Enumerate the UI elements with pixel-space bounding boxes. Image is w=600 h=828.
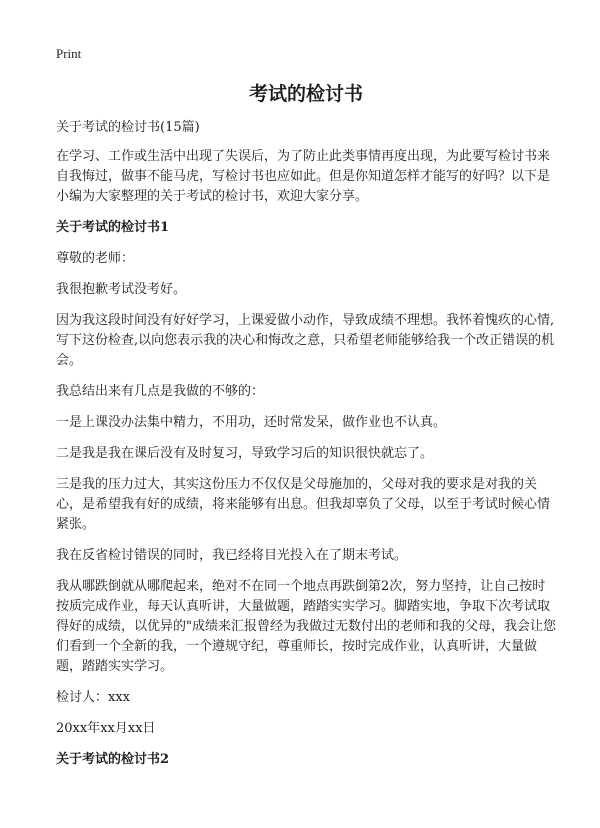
greeting: 尊敬的老师： xyxy=(56,251,135,266)
intro-paragraph: 在学习、工作或生活中出现了失误后，为了防止此类事情再度出现，为此要写检讨书来自我悔过，做事不能马虎，写检讨书也应如此。但是你知道怎样才能写的好吗？以下是小编为大家整理的关于考试的检讨书，欢迎大家分享。 xyxy=(56,149,551,204)
article-body xyxy=(56,118,556,781)
paragraph-point-2: 二是我是我在课后没有及时复习，导致学习后的知识很快就忘了。 xyxy=(56,446,434,461)
signature: 检讨人：xxx xyxy=(56,690,130,705)
paragraph-point-1: 一是上课没办法集中精力，不用功，还时常发呆，做作业也不认真。 xyxy=(56,415,447,430)
paragraph-point-3: 三是我的压力过大，其实这份压力不仅仅是父母施加的，父母对我的要求是对我的关心，是希望我有好的成绩，将来能够有出息。但我却辜负了父母，以至于考试时候心情紧张。 xyxy=(56,477,551,532)
paragraph-reason: 因为我这段时间没有好好学习，上课爱做小动作，导致成绩不理想。我怀着愧疚的心情,写下这份检查,以向您表示我的决心和悔改之意，只希望老师能够给我一个改正错误的机会。 xyxy=(56,313,555,368)
print-link[interactable]: Print xyxy=(56,46,82,61)
section-heading-2: 关于考试的检讨书2 xyxy=(56,752,170,767)
page-title: 考试的检讨书 xyxy=(248,83,363,105)
section-heading-1: 关于考试的检讨书1 xyxy=(56,220,170,235)
paragraph-summary: 我总结出来有几点是我做的不够的： xyxy=(56,384,265,399)
date: 20xx年xx月xx日 xyxy=(56,721,156,736)
paragraph-resolution: 我从哪跌倒就从哪爬起来，绝对不在同一个地点再跌倒第2次，努力坚持，让自己按时按质完成作业，每天认真听讲，大量做题，踏踏实实学习。脚踏实地，争取下次考试取得好的成绩，以优异的"成绩来汇报曾经为我做过无数付出的老师和我的父母，我会让您们看到一个全新的我，一个遵规守纪，尊重师长，按时完成作业，认真听讲，大量做题，踏踏实实学习。 xyxy=(56,579,556,674)
paragraph-apology: 我很抱歉考试没考好。 xyxy=(56,282,187,297)
article-subtitle: 关于考试的检讨书(15篇) xyxy=(56,120,200,135)
paragraph-reflection: 我在反省检讨错误的同时，我已经将目光投入在了期末考试。 xyxy=(56,548,408,563)
